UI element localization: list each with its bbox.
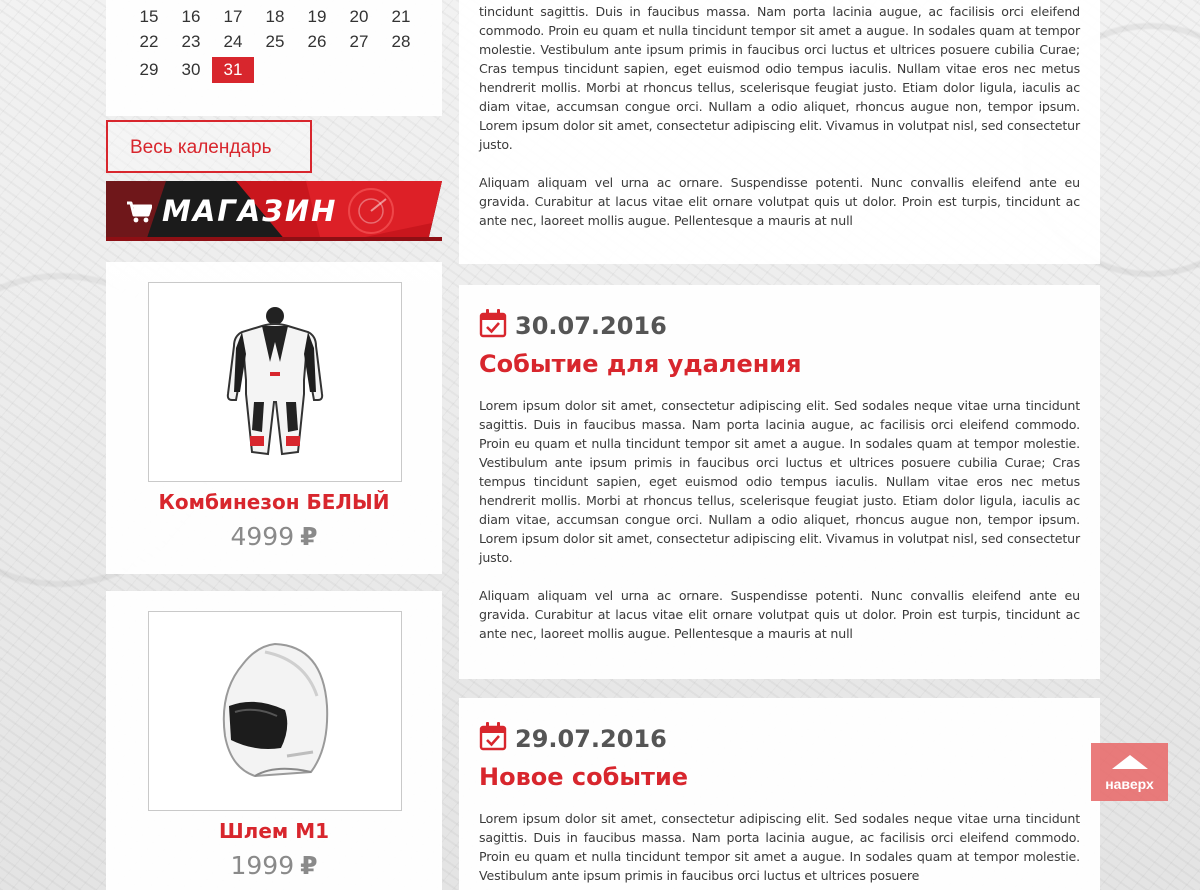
cart-icon: [126, 201, 152, 223]
calendar-day[interactable]: 26: [307, 32, 327, 51]
product-card[interactable]: [106, 262, 442, 574]
event-paragraph: tincidunt sagittis. Duis in faucibus massa. Nam porta lacinia augue, ac facilisis orci eleifend commodo. Proin eu quam et nulla tincidunt tempor sit amet a augue. In sodales quam at tempor molestie. Vestibulum ante ipsum primis in faucibus orci luctus et ultrices posuere cubilia Curae; Cras tempus tincidunt sapien, eget euismod odio tempus iaculis. Nullam vitae eros nec metus hendrerit mollis. Morbi at rhoncus tellus, scelerisque feugiat justo. Etiam dolor ligula, iaculis ac diam vitae, accumsan congue orci. Nullam a odio aliquet, rhoncus augue non, tempor ipsum. Lorem ipsum dolor sit amet, consectetur adipiscing elit. Vivamus in volutpat nisl, sed consectetur justo.: [479, 4, 1080, 152]
event-paragraph: Lorem ipsum dolor sit amet, consectetur adipiscing elit. Sed sodales neque vitae urna tincidunt sagittis. Duis in faucibus massa. Nam porta lacinia augue, ac facilisis orci eleifend commodo. Proin eu quam et nulla tincidunt tempor sit amet a augue. In sodales quam at tempor molestie. Vestibulum ante ipsum primis in faucibus orci luctus et ultrices posuere cubilia Curae; Cras tempus tincidunt sapien, eget euismod odio tempus iaculis. Nullam vitae eros nec metus hendrerit mollis. Morbi at rhoncus tellus, scelerisque feugiat justo. Etiam dolor ligula, iaculis ac diam vitae, accumsan congue orci. Nullam a odio aliquet, rhoncus augue non, tempor ipsum. Lorem ipsum dolor sit amet, consectetur adipiscing elit. Vivamus in volutpat nisl, sed consectetur justo.: [479, 398, 1080, 565]
event-paragraph: Aliquam aliquam vel urna ac ornare. Suspendisse potenti. Nunc convallis eleifend ante eu gravida. Curabitur at lacus vitae elit ornare volutpat quis ut dolor. Proin est turpis, tincidunt ac ante nec, laoreet mollis augue. Pellentesque a mauris at null: [479, 588, 1080, 641]
calendar-day[interactable]: 23: [181, 32, 201, 51]
event-card: [459, 698, 1100, 890]
calendar-day[interactable]: 15: [139, 7, 159, 26]
product-price-value: 1999: [230, 851, 295, 880]
ruble-icon: ₽: [300, 851, 318, 880]
arrow-up-icon: [1112, 755, 1148, 769]
calendar-week: [128, 28, 442, 56]
product-price: [106, 522, 442, 551]
product-price-value: 4999: [230, 522, 295, 551]
calendar-day[interactable]: 18: [265, 7, 285, 26]
event-date: [479, 308, 1080, 344]
calendar-week: [128, 0, 442, 28]
calendar-day[interactable]: 28: [391, 32, 411, 51]
calendar-day[interactable]: 24: [223, 32, 243, 51]
calendar-day[interactable]: 20: [349, 7, 369, 26]
calendar-day-today[interactable]: 31: [212, 57, 254, 83]
event-date-text: 30.07.2016: [515, 312, 667, 340]
product-price: [106, 851, 442, 880]
event-card: [459, 285, 1100, 679]
calendar-week: [128, 56, 442, 84]
racing-suit-image: [220, 302, 330, 462]
shop-banner[interactable]: [106, 181, 442, 241]
scroll-to-top-button[interactable]: [1091, 743, 1168, 801]
event-title[interactable]: Событие для удаления: [479, 350, 802, 378]
shop-title: МАГАЗИН: [162, 194, 338, 228]
scroll-to-top-label: наверх: [1105, 776, 1154, 792]
calendar-day[interactable]: 19: [307, 7, 327, 26]
calendar-widget: [106, 0, 442, 116]
calendar-day[interactable]: 17: [223, 7, 243, 26]
sidebar: [106, 0, 442, 880]
event-description: [479, 2, 1080, 230]
product-image[interactable]: [148, 611, 402, 811]
all-calendar-button[interactable]: Весь календарь: [106, 120, 312, 173]
calendar-day[interactable]: 29: [139, 60, 159, 79]
event-description: [479, 809, 1080, 885]
calendar-day[interactable]: 25: [265, 32, 285, 51]
event-date-text: 29.07.2016: [515, 725, 667, 753]
calendar-day[interactable]: 22: [139, 32, 159, 51]
calendar-check-icon: [479, 721, 507, 757]
event-paragraph: Aliquam aliquam vel urna ac ornare. Suspendisse potenti. Nunc convallis eleifend ante eu gravida. Curabitur at lacus vitae elit ornare volutpat quis ut dolor. Proin est turpis, tincidunt ac ante nec, laoreet mollis augue. Pellentesque a mauris at null: [479, 175, 1080, 228]
event-card: [459, 0, 1100, 264]
helmet-image: [215, 636, 335, 786]
calendar-check-icon: [479, 308, 507, 344]
ruble-icon: ₽: [300, 522, 318, 551]
product-card[interactable]: [106, 591, 442, 890]
calendar-day[interactable]: 27: [349, 32, 369, 51]
product-name[interactable]: Комбинезон БЕЛЫЙ: [158, 490, 390, 514]
event-description: [479, 396, 1080, 643]
product-image[interactable]: [148, 282, 402, 482]
event-title[interactable]: Новое событие: [479, 763, 689, 791]
event-paragraph: Lorem ipsum dolor sit amet, consectetur adipiscing elit. Sed sodales neque vitae urna tincidunt sagittis. Duis in faucibus massa. Nam porta lacinia augue, ac facilisis orci eleifend commodo. Proin eu quam et nulla tincidunt tempor sit amet a augue. In sodales quam at tempor molestie. Vestibulum ante ipsum primis in faucibus orci luctus et ultrices posuere: [479, 811, 1080, 883]
event-date: [479, 721, 1080, 757]
product-name[interactable]: Шлем M1: [218, 819, 330, 843]
calendar-day[interactable]: 16: [181, 7, 201, 26]
calendar-day[interactable]: 30: [181, 60, 201, 79]
calendar-day[interactable]: 21: [391, 7, 411, 26]
